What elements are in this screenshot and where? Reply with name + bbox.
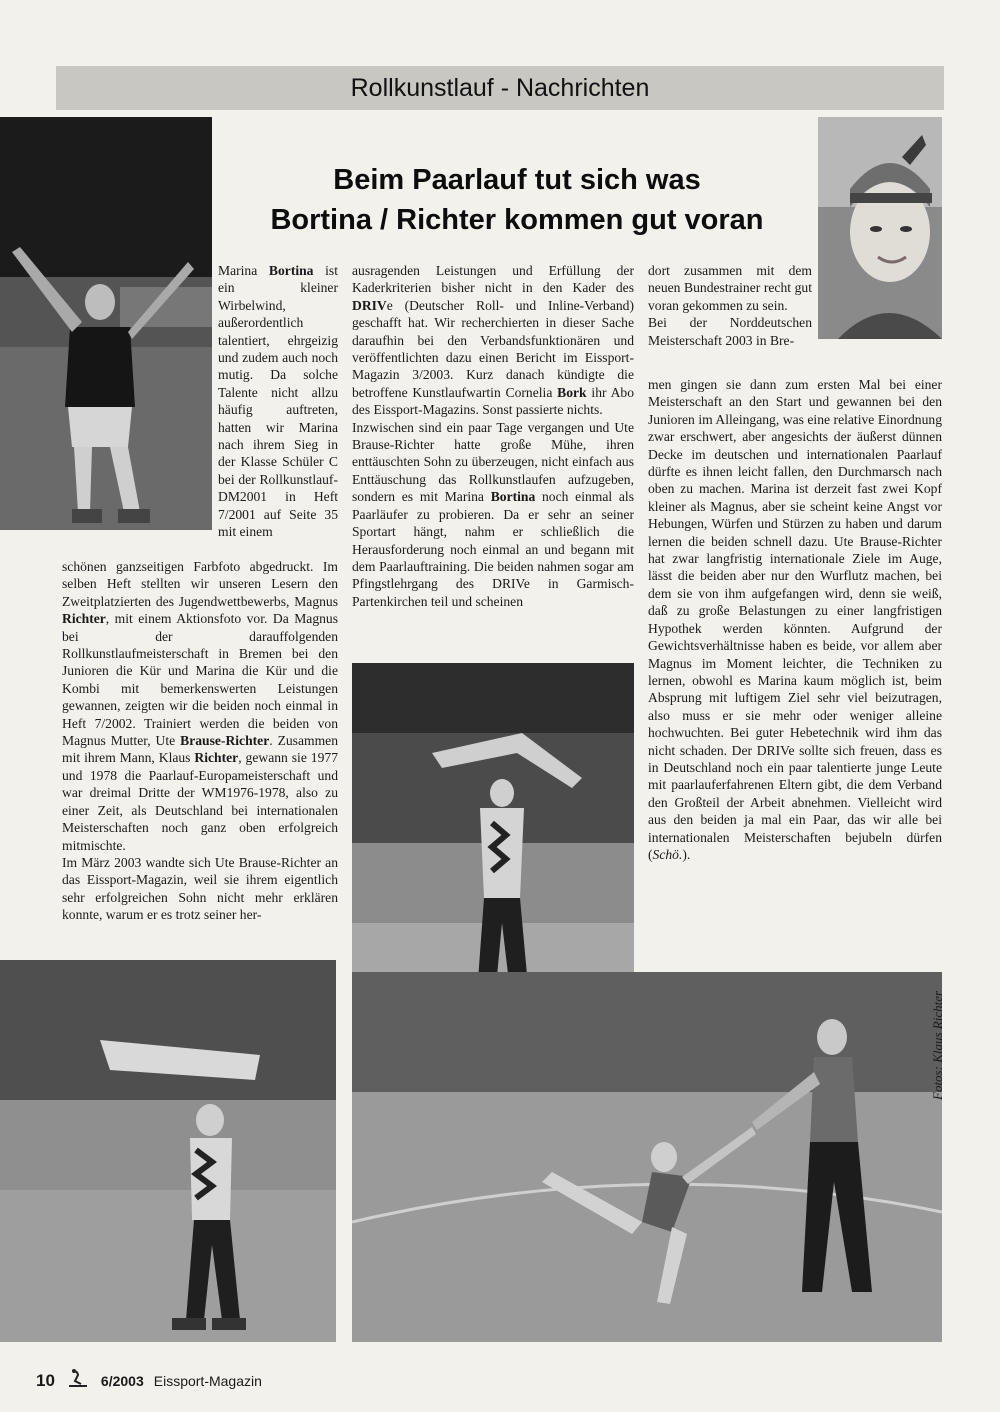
text-run: Inzwischen sind ein paar Tage vergangen und Ute Brause-Richter hatte große Mühe, ihren enttäuschten Sohn zu überzeugen, nicht einfach aus Enttäuschung das Rollkunstlaufen aufzugeben, sondern es mit Marina	[352, 419, 634, 505]
name-bold: Richter	[62, 611, 106, 627]
text-run: ausragenden Leistungen und Erfüllung der Kaderkriterien bisher nicht in den Kader des	[352, 263, 634, 296]
text-run: , mit einem Aktionsfoto vor. Da Magnus bei der darauffolgenden Rollkunstlaufmeisterschaft in Bremen bei den Junioren die Kür und Marina die Kür und die Kombi mit bemerkenswerten Leistungen gewannen, zeigten wir die beiden noch einmal in Heft 7/2002. Trainiert werden die beiden von Magnus Mutter, Ute	[62, 611, 338, 749]
skater-logo-icon	[65, 1368, 91, 1393]
paragraph: Bei der Norddeutschen Meisterschaft 2003 in Bre-	[648, 315, 812, 348]
name-bold: Bortina	[268, 263, 314, 278]
name-bold: Bortina	[490, 489, 536, 505]
text-run: men gingen sie dann zum ersten Mal bei einer Meisterschaft an den Start und gewannen bei den Junioren im Alleingang, was eine relative Einordnung zwar erschwert, aber angesichts der äußerst dünnen Decke im deutschen und internationalen Paarlauf dürfte es ihnen leicht fallen, den Durchmarsch nach oben zu machen. Marina ist derzeit fast zwei Kopf kleiner als Magnus, aber sie scheint keine Angst vor Hebungen, Würfen und Stürzen zu haben und darum lernen die beiden schnell dazu. Ute Brause-Richter hat zwar langfristig internationale Ziele im Auge, lässt die beiden aber nur den Wurflutz machen, bei dem sie von ihm aufgefangen wird, denn sie weiß, daß zu große Belastungen zu einer langfristigen Hypothek werden könnten. Aufgrund der Gewichtsverhältnisse haben es beide, vor allem aber Magnus im Moment leichter, die Techniken zu lernen, obwohl es Marina kaum möglich ist, beim Absprung mit luftigem Ziel sehr viel beizutragen, also muss er sie mehr oder weniger alleine hochwuchten. Bei guter Hebetechnik wird ihm das nicht schaden. Der DRIVe sollte sich freuen, dass es in Deutschland noch ein paar talentierte junge Leute mit paarlauferfahrenen Eltern gibt, die dem Verband den Großteil der Arbeit abnehmen. Vielleicht wird aus den beiden ja mal ein Paar, das wir alle bei internationalen Meisterschaften bejubeln dürfen (	[648, 377, 942, 862]
article-column-2	[352, 262, 634, 610]
text-run: ihr Abo des Eissport-Magazins. Sonst passierte nichts.	[352, 384, 634, 418]
name-bold: Richter	[194, 750, 239, 766]
author-signature: Schö.	[652, 846, 683, 862]
text-run: ).	[682, 846, 691, 862]
text-run: , gewann sie 1977 und 1978 die Paarlauf-Europameisterschaft und war dreimal Dritte der WM1976-1978, also zu einer Zeit, als Deutschland bei internationalen Meisterschaften noch ganz oben erfolgreich mitmischte.	[62, 750, 338, 853]
article-column-1-narrow	[218, 262, 338, 541]
text-run: Marina	[218, 263, 269, 278]
text-run: . Zusammen mit ihrem Mann, Klaus	[62, 733, 338, 766]
photo-skater-arms-raised	[0, 117, 212, 530]
issue-number: 6/2003	[100, 1372, 144, 1389]
paragraph: dort zusammen mit dem neuen Bundestrainer recht gut voran gekommen zu sein.	[648, 263, 812, 313]
section-header-bar	[56, 66, 944, 110]
section-title: Rollkunstlauf - Nachrichten	[350, 73, 650, 102]
text-run: noch einmal als Paarläufer zu probieren. Da er sehr an seiner Sportart hängt, nahm er schließlich die Herausforderung noch einmal an und begann mit dem Paarlauftraining. Die beiden nahmen sogar am Pfingstlehrgang des DRIVe in Garmisch-Partenkirchen teil und scheinen	[352, 489, 634, 609]
article-column-3-narrow	[648, 262, 812, 349]
text-run: ist ein kleiner Wirbelwind, außerordentlich talentiert, ehrgeizig und zudem auch noch mutig. Da solche Talente nicht allzu häufig auftreten, hatten wir Marina nach ihrem Sieg in der Klasse Schüler C bei der Rollkunstlauf-DM2001 in Heft 7/2001 auf Seite 35 mit einem	[218, 263, 338, 540]
text-run: schönen ganzseitigen Farbfoto abgedruckt. Im selben Heft stellten wir unseren Lesern den Zweitplatzierten des Jugendwettbewerbs, Magnus	[62, 559, 338, 609]
name-bold: Brause-Richter	[180, 733, 270, 749]
photo-credit: Fotos: Klaus Richter	[930, 990, 945, 1100]
paragraph: Im März 2003 wandte sich Ute Brause-Richter an das Eissport-Magazin, weil sie ihrem eigentlich sehr erfolgreichen Sohn nicht mehr erklären konnte, warum er es trotz seiner her-	[62, 854, 338, 923]
photo-girl-portrait	[818, 117, 942, 339]
article-column-1	[62, 558, 338, 924]
photo-pair-spiral	[352, 972, 942, 1342]
page-footer	[36, 1368, 262, 1393]
page-number: 10	[36, 1370, 55, 1390]
headline-line-2: Bortina / Richter kommen gut voran	[270, 204, 764, 236]
name-bold: Bork	[557, 384, 587, 400]
name-bold: DRIV	[352, 297, 387, 313]
text-run: e (Deutscher Roll- und Inline-Verband) geschafft hat. Wir recherchierten in dieser Sache daraufhin bei den Verbandsfunktionären und veröffentlichten dazu einen Bericht im Eissport-Magazin 3/2003. Kurz danach kündigte die betroffene Kunstlaufwartin Cornelia	[352, 297, 634, 400]
article-headline	[222, 160, 812, 240]
article-column-3	[648, 376, 942, 863]
headline-line-1: Beim Paarlauf tut sich was	[333, 164, 701, 196]
magazine-name: Eissport-Magazin	[153, 1372, 262, 1389]
photo-pair-overhead-lift	[0, 960, 336, 1342]
